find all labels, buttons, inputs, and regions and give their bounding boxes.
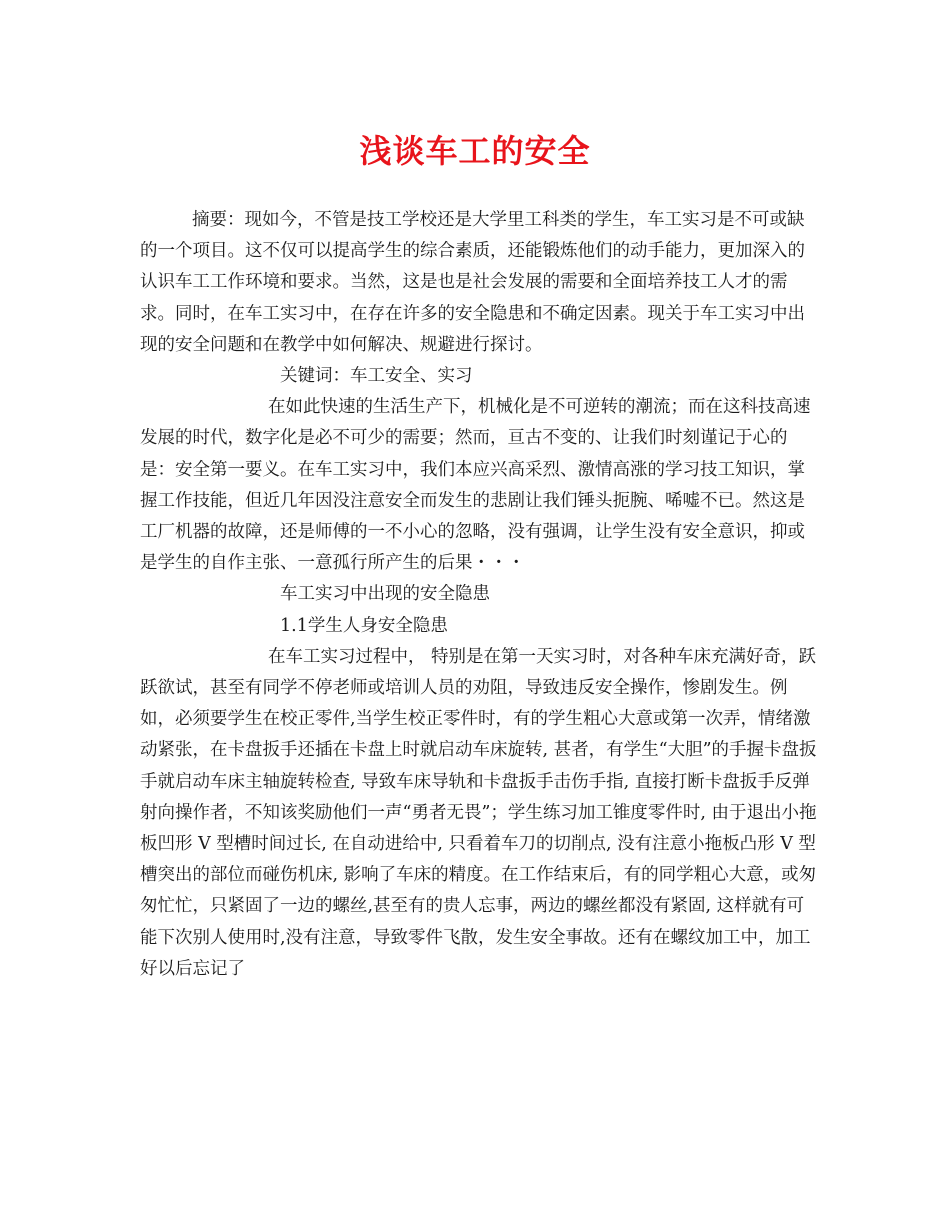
abstract-paragraph: 摘要：现如今，不管是技工学校还是大学里工科类的学生，车工实习是不可或缺的一个项目。这不仅可以提高学生的综合素质，还能锻炼他们的动手能力，更加深入的认识车工工作环境和要求。当然，这是也是社会发展的需要和全面培养技工人才的需求。同时，在车工实习中，在存在许多的安全隐患和不确定因素。现关于车工实习中出现的安全问题和在教学中如何解决、规避进行探讨。	[140, 210, 805, 355]
section-paragraph: 在车工实习过程中， 特别是在第一天实习时，对各种车床充满好奇，跃跃欲试，甚至有同学不停老师或培训人员的劝阻，导致违反安全操作，惨剧发生。例如，必须要学生在校正零件,当学生校正零件时，有的学生粗心大意或第一次弄，情绪激动紧张，在卡盘扳手还插在卡盘上时就启动车床旋转, 甚者，有学生“大胆”的手握卡盘扳手就启动车床主轴旋转检查, 导致车床导轨和卡盘扳手击伤手指, 直接打断卡盘扳手反弹射向操作者，不知该奖励他们一声“勇者无畏”；学生练习加工锥度零件时, 由于退出小拖板凹形 V 型槽时间过长, 在自动进给中, 只看着车刀的切削点, 没有注意小拖板凸形 V 型槽突出的部位而碰伤机床, 影响了车床的精度。在工作结束后，有的同学粗心大意，或匆匆忙忙，只紧固了一边的螺丝,甚至有的贵人忘事，两边的螺丝都没有紧固, 这样就有可能下次别人使用时,没有注意，导致零件飞散，发生安全事故。还有在螺纹加工中，加工好以后忘记了	[140, 646, 817, 979]
subsection-heading: 1.1学生人身安全隐患	[280, 615, 448, 636]
keywords-line: 关键词：车工安全、实习	[280, 366, 473, 387]
section-heading: 车工实习中出现的安全隐患	[280, 584, 490, 605]
intro-paragraph: 在如此快速的生活生产下，机械化是不可逆转的潮流；而在这科技高速发展的时代，数字化是必不可少的需要；然而，亘古不变的、让我们时刻谨记于心的是：安全第一要义。在车工实习中，我们本应兴高采烈、激情高涨的学习技工知识，掌握工作技能，但近几年因没注意安全而发生的悲剧让我们锤头扼腕、唏嘘不已。然这是工厂机器的故障，还是师傅的一不小心的忽略，没有强调，让学生没有安全意识，抑或是学生的自作主张、一意孤行所产生的后果・・・	[140, 397, 811, 574]
document-body	[140, 205, 820, 985]
page-title: 浅谈车工的安全	[359, 132, 591, 170]
